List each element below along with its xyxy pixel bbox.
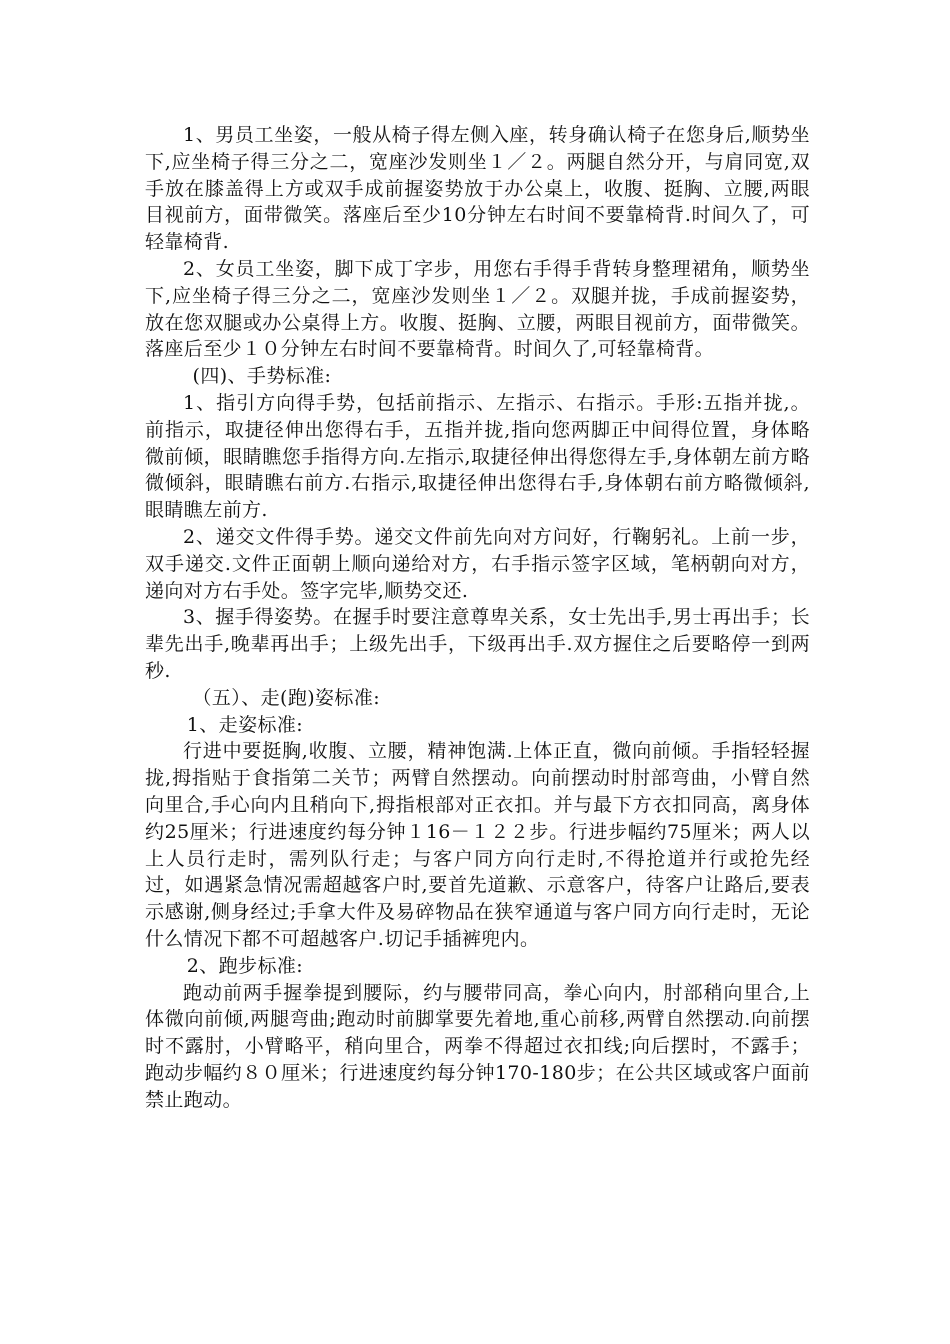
paragraph-running: 跑动前两手握拳提到腰际，约与腰带同高，拳心向内，肘部稍向里合,上体微向前倾,两腿弯曲;跑动时前脚掌要先着地,重心前移,两臂自然摆动.向前摆时不露肘，小臂略平，稍向里合，两拳不得超过衣扣线;向后摆时，不露手；跑动步幅约８０厘米；行进速度约每分钟170-180步；在公共区域或客户面前禁止跑动。 [145,981,810,1111]
subheading-walking: 1、走姿标准: [186,713,304,736]
section-heading-gestures: (四)、手势标准: [192,365,332,388]
paragraph-handshake: 3、握手得姿势。在握手时要注意尊卑关系，女士先出手,男士再出手；长辈先出手,晚辈再出手；上级先出手，下级再出手.双方握住之后要略停一到两秒. [145,606,810,682]
paragraph-walking: 行进中要挺胸,收腹、立腰，精神饱满.上体正直，微向前倾。手指轻轻握拢,拇指贴于食指第二关节；两臂自然摆动。向前摆动时肘部弯曲，小臂自然向里合,手心向内且稍向下,拇指根部对正衣扣。并与最下方衣扣同高，离身体约25厘米；行进速度约每分钟１16－１２２步。行进步幅约75厘米；两人以上人员行走时，需列队行走；与客户同方向行走时,不得抢道并行或抢先经过，如遇紧急情况需超越客户时,要首先道歉、示意客户，待客户让路后,要表示感谢,侧身经过;手拿大件及易碎物品在狭窄通道与客户同方向行走时，无论什么情况下都不可超越客户.切记手插裤兜内。 [145,740,810,950]
section-heading-walking: （五）、走(跑)姿标准: [192,686,381,709]
paragraph-direction-gesture: 1、指引方向得手势，包括前指示、左指示、右指示。手形:五指并拢,。前指示，取捷径伸出您得右手，五指并拢,指向您两脚正中间得位置，身体略微前倾，眼睛瞧您手指得方向.左指示,取捷径伸出得您得左手,身体朝左前方略微倾斜，眼睛瞧右前方.右指示,取捷径伸出您得右手,身体朝右前方略微倾斜,眼睛瞧左前方. [145,391,810,522]
paragraph-male-sitting: 1、男员工坐姿，一般从椅子得左侧入座，转身确认椅子在您身后,顺势坐下,应坐椅子得三分之二，宽座沙发则坐１／２。两腿自然分开，与肩同宽,双手放在膝盖得上方或双手成前握姿势放于办公桌上，收腹、挺胸、立腰,两眼目视前方，面带微笑。落座后至少10分钟左右时间不要靠椅背.时间久了，可轻靠椅背. [145,124,810,254]
paragraph-female-sitting: 2、女员工坐姿，脚下成丁字步，用您右手得手背转身整理裙角，顺势坐下,应坐椅子得三分之二，宽座沙发则坐１／２。双腿并拢，手成前握姿势，放在您双腿或办公桌得上方。收腹、挺胸、立腰，两眼目视前方，面带微笑。落座后至少１０分钟左右时间不要靠椅背。时间久了,可轻靠椅背。 [145,257,810,361]
paragraph-document-handover: 2、递交文件得手势。递交文件前先向对方问好，行鞠躬礼。上前一步，双手递交.文件正面朝上顺向递给对方，右手指示签字区域，笔柄朝向对方，递向对方右手处。签字完毕,顺势交还. [145,525,810,602]
document-body [145,122,810,1113]
subheading-running: 2、跑步标准: [186,954,304,977]
